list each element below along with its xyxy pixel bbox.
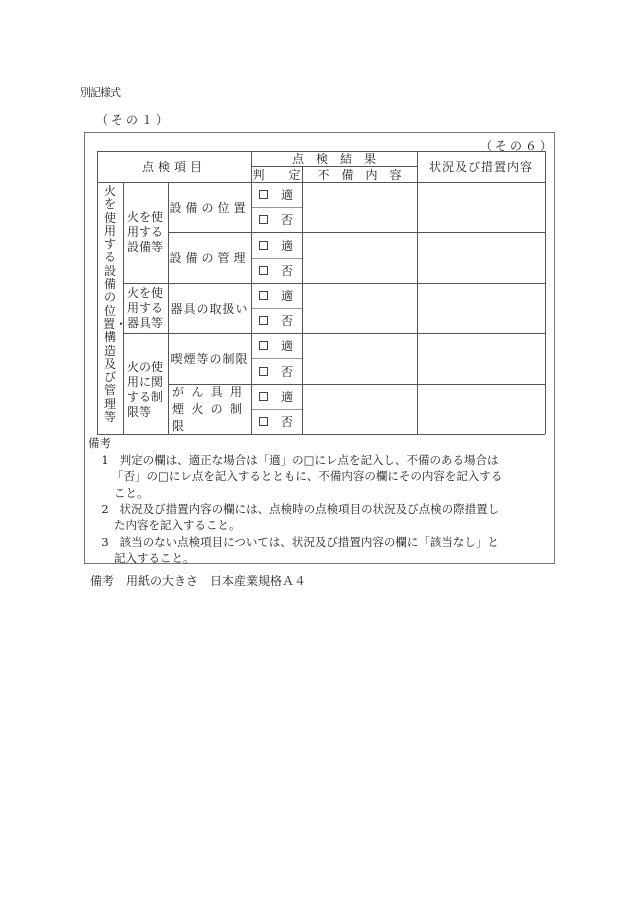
note-number: 2 (101, 502, 109, 516)
header-status-measures: 状況及び措置内容 (428, 160, 533, 174)
deficiency-field[interactable] (303, 334, 416, 383)
col-line (123, 182, 124, 434)
deficiency-field[interactable] (303, 284, 416, 332)
header-inspection-result: 点 検 結 果 (291, 152, 376, 166)
group-label: 火の使用に関する制限等 (127, 360, 164, 419)
page-number-label: （その６） (480, 139, 556, 153)
table-border-bottom (97, 434, 545, 435)
note-item-1 (94, 452, 554, 501)
checkbox-icon[interactable] (259, 241, 268, 250)
judgment-ng-checkbox[interactable]: 否 (251, 207, 302, 232)
judgment-ng-checkbox[interactable]: 否 (251, 308, 302, 333)
judgment-ng-checkbox[interactable]: 否 (251, 409, 302, 434)
note-line: 判定の欄は、適正な場合は「適」の□にレ点を記入し、不備のある場合は (119, 453, 499, 467)
item-label: 設備の位置 (169, 200, 250, 215)
judgment-ng-checkbox[interactable]: 否 (251, 358, 302, 384)
item-label: 器具の取扱い (170, 301, 249, 316)
note-item-3 (94, 534, 554, 567)
group-label: 火を使用する器具等 (127, 286, 164, 330)
sub-label: （その１） (96, 113, 172, 127)
item-label: がん具用煙火の制限 (172, 384, 248, 433)
header-deficiency: 不 備 内 容 (317, 167, 402, 182)
judgment-ng-checkbox[interactable]: 否 (251, 258, 302, 283)
status-measures-field[interactable] (418, 233, 544, 282)
status-measures-field[interactable] (418, 385, 544, 433)
checkbox-icon[interactable] (259, 266, 268, 275)
group-label: 火を使用する設備等 (127, 210, 164, 254)
checkbox-icon[interactable] (259, 341, 268, 350)
note-number: 1 (101, 453, 109, 467)
status-measures-field[interactable] (418, 334, 544, 383)
judgment-ok-checkbox[interactable]: 適 (251, 333, 302, 358)
judgment-ok-checkbox[interactable]: 適 (251, 283, 302, 308)
table-border-right (545, 151, 546, 434)
header-judgment: 判 定 (252, 167, 301, 182)
footer-paper-size: 備考 用紙の大きさ 日本産業規格Ａ４ (90, 574, 307, 588)
status-measures-field[interactable] (418, 284, 544, 332)
notes-title: 備考 (88, 436, 111, 450)
checkbox-icon[interactable] (259, 392, 268, 401)
checkbox-icon[interactable] (259, 215, 268, 224)
note-line: 該当のない点検項目については、状況及び措置内容の欄に「該当なし」と (119, 535, 499, 549)
deficiency-field[interactable] (303, 183, 416, 232)
deficiency-field[interactable] (303, 233, 416, 282)
table-border-left (97, 151, 98, 434)
judgment-ok-checkbox[interactable]: 適 (251, 232, 302, 258)
note-line: 「否」の□にレ点を記入するとともに、不備内容の欄にその内容を記入する (112, 469, 503, 484)
status-measures-field[interactable] (418, 183, 544, 232)
note-line: こと。 (114, 485, 149, 500)
form-label: 別記様式 (80, 86, 120, 99)
judgment-ok-checkbox[interactable]: 適 (251, 384, 302, 409)
note-line: 記入すること。 (114, 551, 195, 566)
note-item-2 (94, 501, 554, 534)
note-line: た内容を記入すること。 (114, 518, 241, 533)
checkbox-icon[interactable] (259, 291, 268, 300)
item-label: 喫煙等の制限 (170, 352, 249, 366)
deficiency-field[interactable] (303, 385, 416, 433)
note-line: 状況及び措置内容の欄には、点検時の点検項目の状況及び点検の際措置し (119, 502, 500, 516)
note-number: 3 (101, 535, 109, 549)
judgment-ok-checkbox[interactable]: 適 (251, 182, 302, 207)
checkbox-icon[interactable] (259, 417, 268, 426)
checkbox-icon[interactable] (259, 367, 268, 376)
category-main-label: 火を使用する設備の位置・構造及び管理等 (103, 184, 128, 425)
checkbox-icon[interactable] (259, 190, 268, 199)
checkbox-icon[interactable] (259, 316, 268, 325)
item-label: 設備の管理 (169, 251, 250, 265)
header-inspection-item: 点検項目 (141, 160, 206, 174)
